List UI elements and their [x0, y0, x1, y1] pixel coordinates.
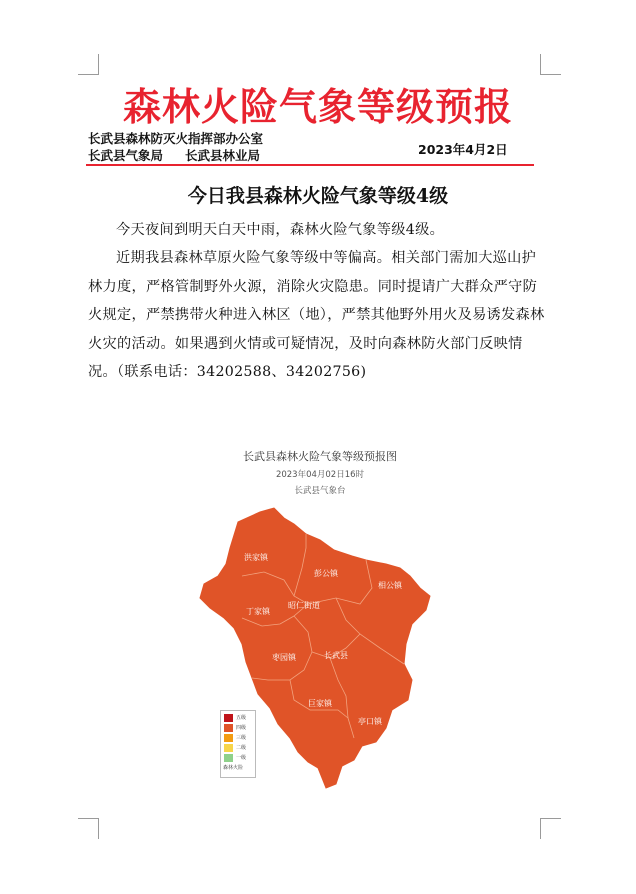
issuer-meteorological-bureau: 长武县气象局 — [88, 148, 164, 163]
legend-swatch — [224, 744, 233, 752]
town-label: 丁家镇 — [246, 607, 270, 616]
legend-swatch — [224, 754, 233, 762]
town-label: 长武县 — [324, 651, 348, 660]
issuer-line-2 — [88, 146, 260, 164]
legend-swatch — [224, 724, 233, 732]
map-legend — [220, 710, 256, 778]
legend-swatch — [224, 734, 233, 742]
legend-footer: 森林火险 — [223, 765, 244, 771]
legend-item — [224, 724, 254, 733]
issue-date: 2023年4月2日 — [418, 142, 508, 157]
legend-item — [224, 744, 254, 753]
crop-mark-bottom-left — [78, 818, 99, 839]
map-title: 长武县森林火险气象等级预报图 — [243, 450, 397, 463]
issuer-forestry-bureau: 长武县林业局 — [185, 148, 261, 163]
issuer-line-1: 长武县森林防灭火指挥部办公室 — [88, 131, 264, 146]
legend-label: 三级 — [236, 735, 247, 741]
town-label: 洪家镇 — [244, 553, 268, 562]
paragraph-advisory: 近期我县森林草原火险气象等级中等偏高。相关部门需加大巡山护林力度，严格管制野外火源，消除火灾隐患。同时提请广大群众严守防火规定，严禁携带火种进入林区（地），严禁其他野外用火及易诱发森林火灾的活动。如果遇到火情或可疑情况，及时向森林防火部门反映情况。（联系电话：34202588、34202756) — [88, 250, 545, 380]
town-label: 枣园镇 — [272, 653, 296, 662]
map-time: 2023年04月02日16时 — [275, 470, 365, 480]
legend-item — [224, 754, 254, 763]
legend-label: 四级 — [236, 725, 247, 731]
town-label: 相公镇 — [378, 581, 402, 590]
document-headline: 森林火险气象等级预报 — [122, 84, 513, 129]
header-divider — [86, 164, 534, 166]
fire-risk-map — [190, 448, 450, 798]
paragraph-forecast: 今天夜间到明天白天中雨，森林火险气象等级4级。 — [116, 222, 445, 238]
town-label: 彭公镇 — [314, 569, 338, 578]
town-label: 亭口镇 — [358, 717, 382, 726]
legend-swatch — [224, 714, 233, 722]
legend-label: 二级 — [236, 745, 247, 751]
legend-label: 五级 — [236, 715, 247, 721]
crop-mark-bottom-right — [540, 818, 561, 839]
crop-mark-top-right — [540, 54, 561, 75]
legend-item — [224, 734, 254, 743]
town-label: 昭仁街道 — [288, 601, 320, 610]
map-organization: 长武县气象台 — [294, 486, 346, 496]
legend-item — [224, 714, 254, 723]
town-label: 巨家镇 — [308, 699, 332, 708]
legend-label: 一级 — [236, 755, 247, 761]
crop-mark-top-left — [78, 54, 99, 75]
forecast-subtitle: 今日我县森林火险气象等级4级 — [187, 185, 449, 207]
